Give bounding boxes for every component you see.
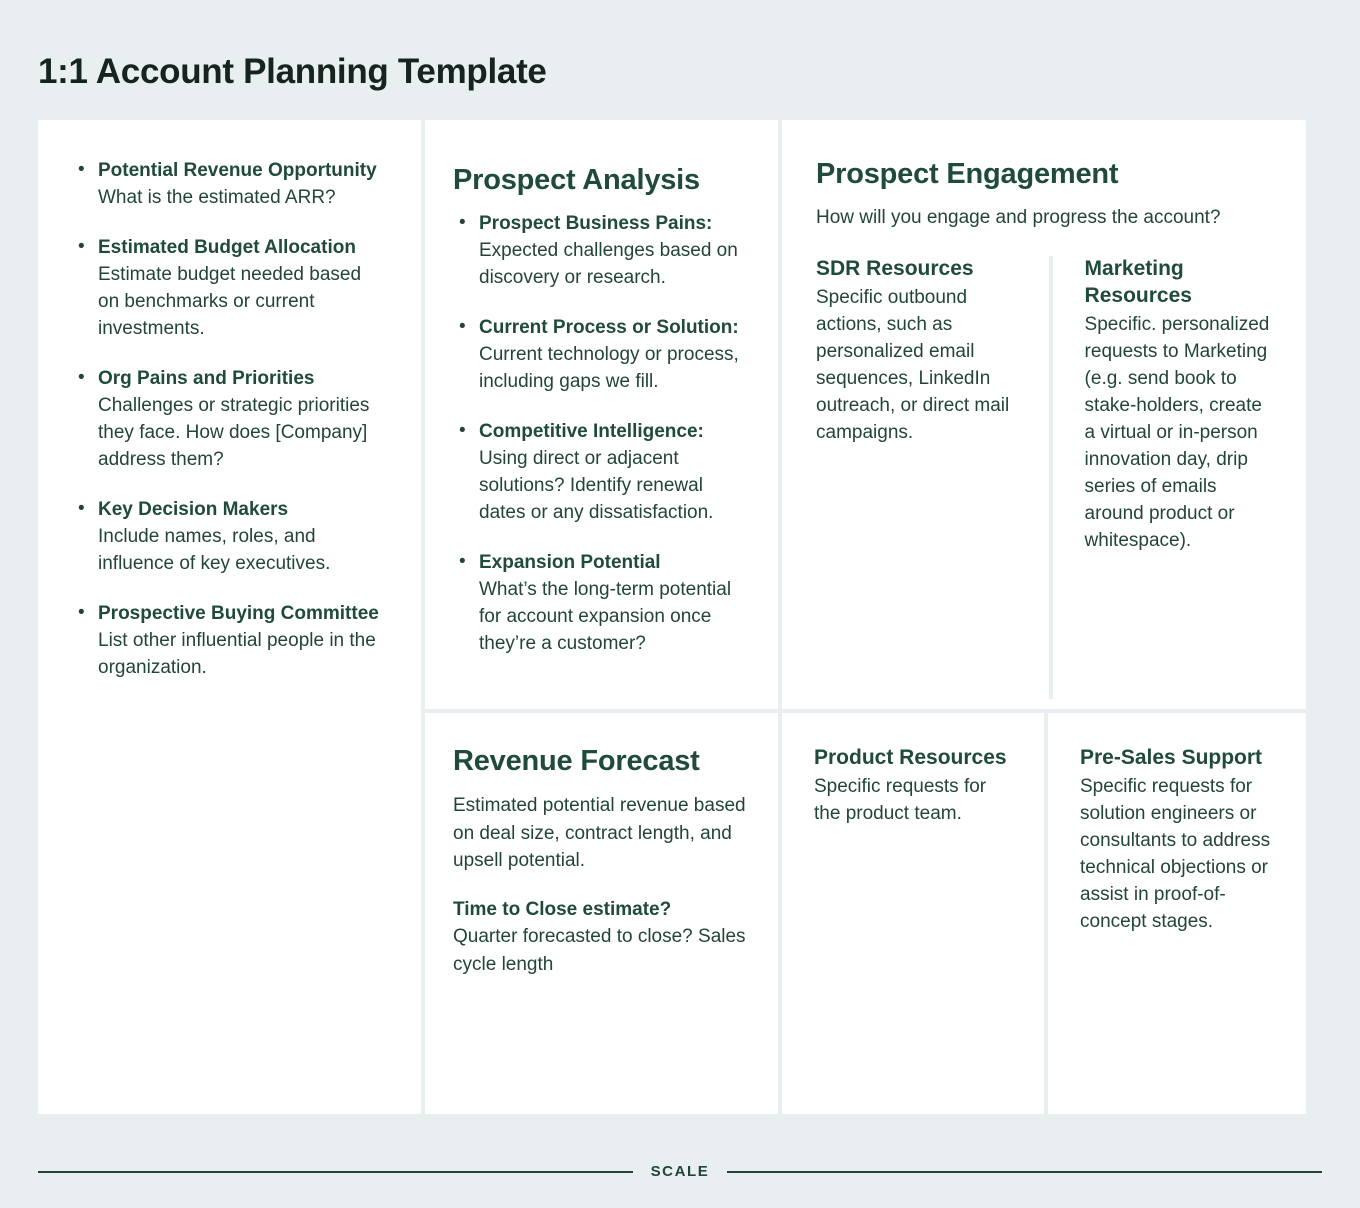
engagement-resource-columns: [816, 256, 1272, 699]
time-to-close-body: Quarter forecasted to close? Sales cycle length: [453, 926, 746, 975]
list-item: [453, 211, 748, 292]
list-item-label: Prospect Business Pains:: [479, 213, 713, 234]
product-resources-heading: Product Resources: [814, 746, 1007, 769]
list-item-text: Estimate budget needed based on benchmarks or current investments.: [98, 263, 362, 339]
marketing-resources-block: [1049, 256, 1272, 699]
list-item-text: Challenges or strategic priorities they face. How does [Company] address them?: [98, 394, 370, 470]
list-item: [72, 158, 387, 212]
sdr-resources-heading: SDR Resources: [816, 257, 974, 281]
account-overview-list: [72, 158, 387, 682]
prospect-analysis-panel: [425, 120, 778, 709]
list-item-label: Org Pains and Priorities: [98, 367, 315, 389]
list-item-label: Prospective Buying Committee: [98, 602, 379, 624]
list-item-label: Expansion Potential: [479, 551, 661, 573]
prospect-engagement-panel: [782, 120, 1306, 709]
sdr-resources-block: [816, 256, 1049, 699]
page-title: 1:1 Account Planning Template: [38, 52, 547, 91]
list-item-text: Current technology or process, including gaps we fill.: [479, 343, 739, 392]
footer-rule-right: [727, 1171, 1322, 1173]
account-overview-panel: [38, 120, 421, 1114]
list-item-label: Competitive Intelligence:: [479, 420, 704, 442]
revenue-forecast-heading: Revenue Forecast: [453, 745, 700, 777]
pre-sales-support-panel: [1048, 713, 1306, 1114]
list-item-text: List other influential people in the organization.: [98, 629, 376, 678]
prospect-engagement-heading: Prospect Engagement: [816, 158, 1119, 190]
list-item: [453, 315, 748, 396]
list-item: [453, 550, 748, 658]
list-item: [72, 601, 387, 682]
list-item-label: Estimated Budget Allocation: [98, 236, 356, 258]
time-to-close-label: Time to Close estimate?: [453, 898, 672, 920]
revenue-forecast-panel: [425, 713, 778, 1114]
footer: [0, 1163, 1360, 1180]
prospect-analysis-list: [453, 211, 748, 658]
pre-sales-support-heading: Pre-Sales Support: [1080, 746, 1263, 769]
list-item: [453, 419, 748, 527]
brand-logo: SCALE: [650, 1163, 710, 1180]
support-resources-row: [782, 713, 1306, 1114]
list-item-label: Current Process or Solution:: [479, 316, 739, 338]
list-item-text: Include names, roles, and influence of key executives.: [98, 525, 331, 574]
list-item: [72, 235, 387, 343]
pre-sales-support-body: Specific requests for solution engineers or consultants to address technical objections or assist in proof-of-concept stages.: [1080, 775, 1271, 932]
list-item-label: Potential Revenue Opportunity: [98, 160, 377, 181]
template-board: [38, 120, 1306, 1114]
list-item: [72, 366, 387, 474]
prospect-engagement-lead: How will you engage and progress the account?: [816, 207, 1221, 228]
prospect-analysis-heading: Prospect Analysis: [453, 164, 700, 196]
list-item-label: Key Decision Makers: [98, 498, 289, 520]
sdr-resources-body: Specific outbound actions, such as personalized email sequences, LinkedIn outreach, or direct mail campaigns.: [816, 286, 1010, 443]
marketing-resources-heading: Marketing Resources: [1084, 257, 1192, 307]
marketing-resources-body: Specific. personalized requests to Marketing (e.g. send book to stake-holders, create a virtual or in-person innovation day, drip series of emails around product or whitespace).: [1084, 313, 1270, 551]
list-item-text: What is the estimated ARR?: [98, 186, 336, 208]
footer-rule-left: [38, 1171, 633, 1173]
middle-column: [425, 120, 778, 1114]
list-item-text: Using direct or adjacent solutions? Identify renewal dates or any dissatisfaction.: [479, 447, 714, 523]
right-column: [782, 120, 1306, 1114]
list-item: [72, 497, 387, 578]
product-resources-body: Specific requests for the product team.: [814, 775, 987, 824]
list-item-text: Expected challenges based on discovery or research.: [479, 239, 738, 288]
revenue-forecast-body: Estimated potential revenue based on deal size, contract length, and upsell potential.: [453, 795, 746, 872]
list-item-text: What’s the long-term potential for account expansion once they’re a customer?: [479, 578, 732, 654]
product-resources-panel: [782, 713, 1044, 1114]
